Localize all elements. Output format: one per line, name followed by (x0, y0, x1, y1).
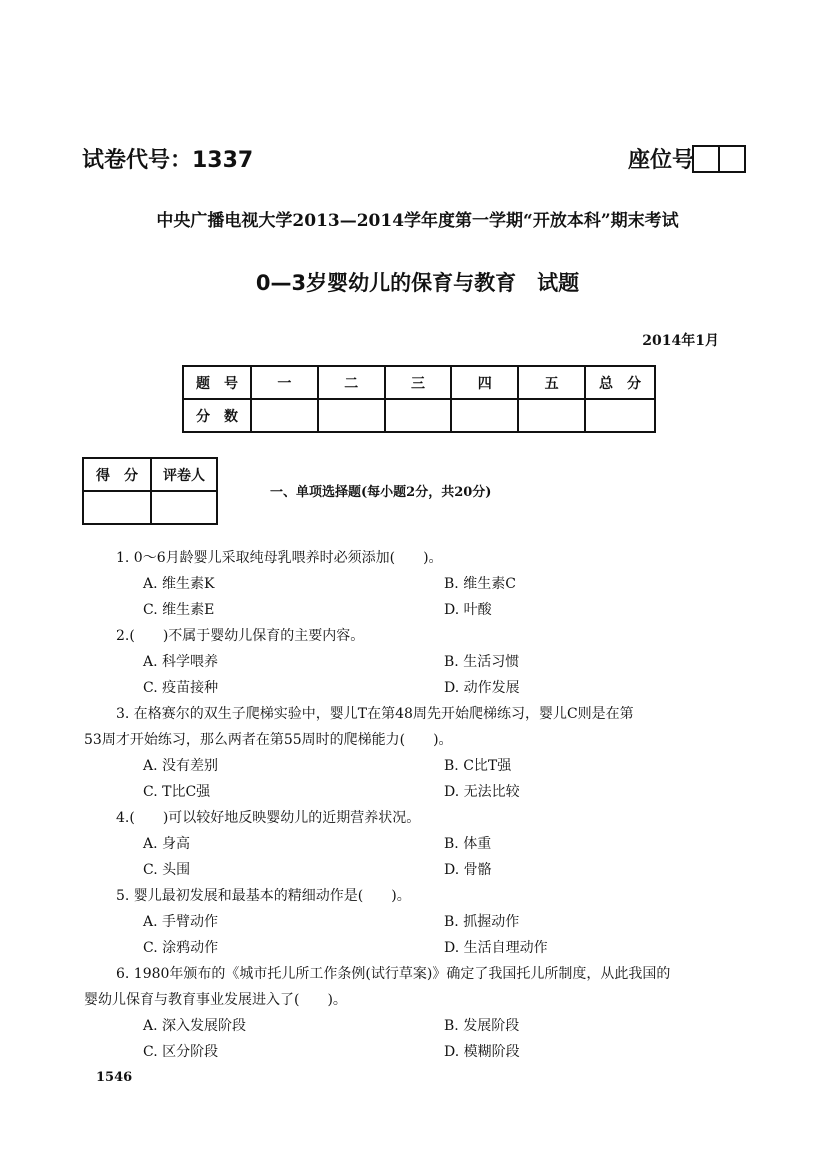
option-a: A. 手臂动作 (143, 914, 219, 930)
question-stem: 4.( )可以较好地反映婴幼儿的近期营养状况。 (116, 810, 421, 826)
option-a: A. 深入发展阶段 (143, 1018, 247, 1034)
grader-label: 评卷人 (151, 458, 217, 491)
question-stem: 5. 婴儿最初发展和最基本的精细动作是( )。 (116, 888, 411, 904)
score-header-cell: 二 (318, 366, 385, 399)
option-a: A. 维生素K (143, 576, 215, 592)
option-b: B. C比T强 (444, 758, 512, 774)
seat-number (628, 143, 746, 174)
exam-title: 0—3岁婴幼儿的保育与教育 试题 (255, 271, 580, 295)
seat-box[interactable] (718, 145, 746, 173)
score-cell[interactable] (585, 399, 655, 432)
option-a: A. 没有差别 (143, 758, 219, 774)
question-stem: 1. 0～6月龄婴儿采取纯母乳喂养时必须添加( )。 (116, 550, 443, 566)
question-stem: 2.( )不属于婴幼儿保育的主要内容。 (116, 628, 365, 644)
option-d: D. 模糊阶段 (444, 1044, 520, 1060)
option-b: B. 体重 (444, 836, 492, 852)
option-c: C. 区分阶段 (143, 1044, 219, 1060)
question-stem: 3. 在格赛尔的双生子爬梯实验中，婴儿T在第48周先开始爬梯练习，婴儿C则是在第 (116, 706, 634, 722)
option-b: B. 维生素C (444, 576, 516, 592)
score-cell[interactable] (318, 399, 385, 432)
question-stem-continued: 婴幼儿保育与教育事业发展进入了( )。 (84, 992, 347, 1008)
exam-header: 中央广播电视大学2013—2014学年度第一学期“开放本科”期末考试 (156, 211, 679, 231)
option-d: D. 无法比较 (444, 784, 520, 800)
grader-table (82, 457, 218, 525)
score-header-cell: 四 (451, 366, 518, 399)
section-title: 一、单项选择题(每小题2分，共20分) (270, 485, 492, 500)
option-c: C. 头围 (143, 862, 191, 878)
option-c: C. 涂鸦动作 (143, 940, 219, 956)
paper-code: 试卷代号：1337 (82, 148, 254, 173)
option-a: A. 身高 (143, 836, 191, 852)
option-c: C. 疫苗接种 (143, 680, 219, 696)
seat-label: 座位号 (628, 148, 695, 173)
option-a: A. 科学喂养 (143, 654, 219, 670)
score-cell[interactable] (518, 399, 585, 432)
option-d: D. 动作发展 (444, 680, 520, 696)
question-stem-continued: 53周才开始练习，那么两者在第55周时的爬梯能力( )。 (84, 732, 453, 748)
score-label: 得 分 (83, 458, 151, 491)
option-d: D. 生活自理动作 (444, 940, 548, 956)
grader-cell[interactable] (151, 491, 217, 524)
score-header-cell: 总 分 (585, 366, 655, 399)
option-b: B. 发展阶段 (444, 1018, 520, 1034)
exam-date: 2014年1月 (642, 333, 719, 349)
score-header-cell: 三 (385, 366, 452, 399)
option-c: C. 维生素E (143, 602, 215, 618)
score-cell[interactable] (83, 491, 151, 524)
option-d: D. 骨骼 (444, 862, 492, 878)
option-b: B. 生活习惯 (444, 654, 520, 670)
question-stem: 6. 1980年颁布的《城市托儿所工作条例(试行草案)》确定了我国托儿所制度，从此我国的 (116, 966, 671, 982)
option-c: C. T比C强 (143, 784, 211, 800)
score-table-header-row (183, 366, 655, 399)
page-number: 1546 (96, 1070, 133, 1085)
score-table (182, 365, 656, 433)
option-b: B. 抓握动作 (444, 914, 520, 930)
option-d: D. 叶酸 (444, 602, 492, 618)
score-header-cell: 五 (518, 366, 585, 399)
score-header-cell: 一 (251, 366, 318, 399)
score-cell[interactable] (385, 399, 452, 432)
score-header-cell: 题 号 (183, 366, 251, 399)
score-row-label: 分 数 (183, 399, 251, 432)
score-cell[interactable] (451, 399, 518, 432)
seat-box[interactable] (692, 145, 720, 173)
score-cell[interactable] (251, 399, 318, 432)
score-table-score-row (183, 399, 655, 432)
